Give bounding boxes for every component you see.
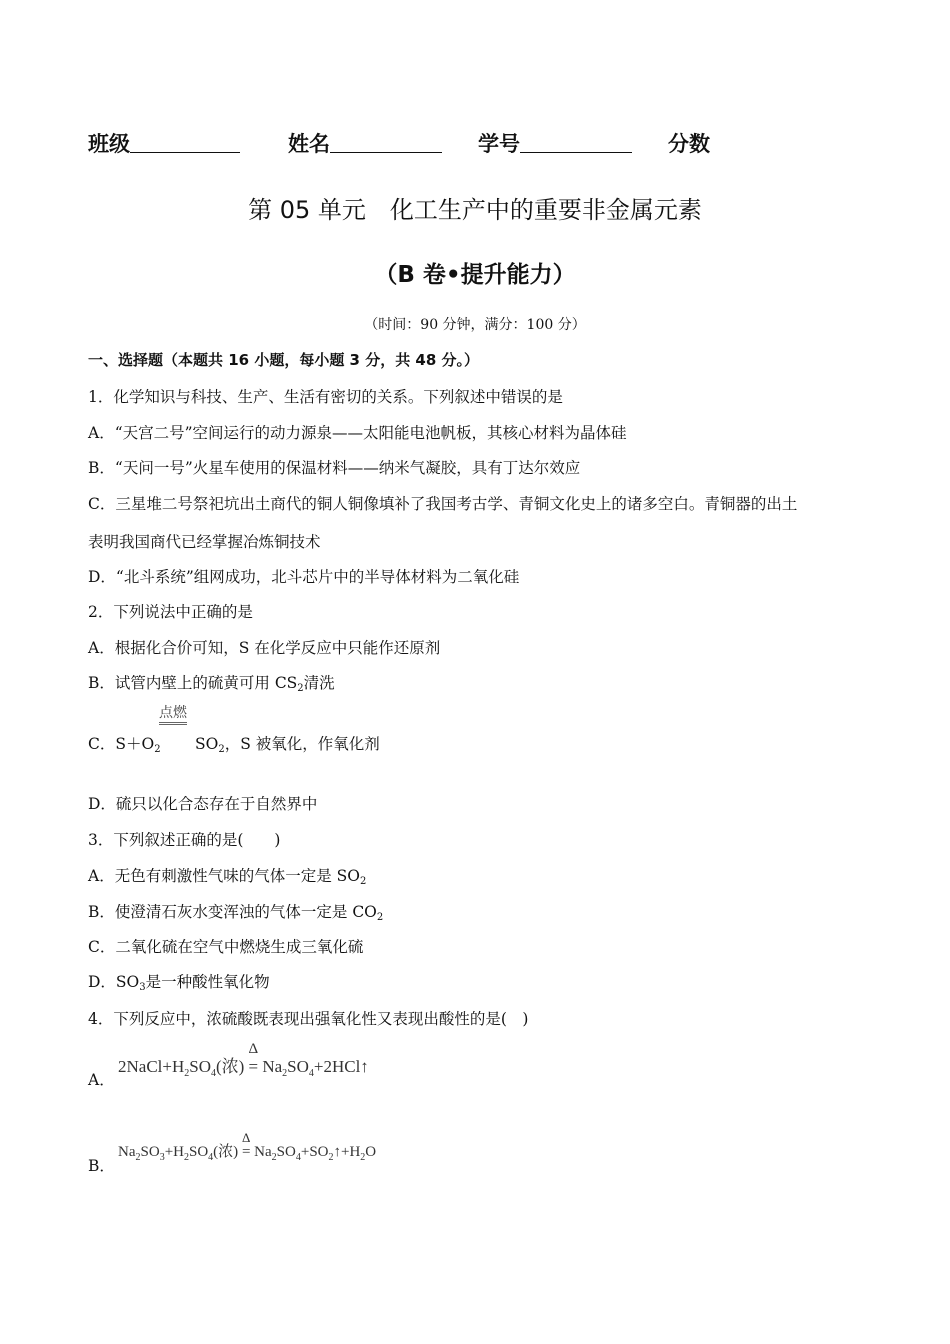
id-label: 学号 (478, 132, 520, 156)
name-field (288, 128, 442, 158)
class-field (88, 128, 240, 158)
q3-option-c: C．二氧化硫在空气中燃烧生成三氧化硫 (88, 938, 364, 956)
name-label: 姓名 (288, 132, 330, 156)
q2-option-c: C．$S+O_2$ (88, 735, 161, 755)
q2-option-d: D．硫只以化合态存在于自然界中 (88, 795, 318, 813)
q4-stem: 4．下列反应中，浓硫酸既表现出强氧化性又表现出酸性的是( ) (88, 1010, 529, 1028)
heat-equals-sign: Δ = (244, 1057, 262, 1077)
q4-option-a-label: A． (88, 1071, 115, 1089)
page-subtitle: （B 卷•提升能力） (374, 262, 576, 288)
score-field (668, 128, 710, 158)
q1-option-c-continued: 表明我国商代已经掌握冶炼铜技术 (88, 533, 321, 551)
id-blank[interactable] (520, 132, 632, 153)
section-heading: 一、选择题（本题共 16 小题，每小题 3 分，共 48 分。） (88, 351, 480, 369)
class-blank[interactable] (130, 132, 240, 153)
q2-option-a: A．根据化合价可知，S 在化学反应中只能作还原剂 (88, 639, 441, 657)
q1-option-d: D．“北斗系统”组网成功，北斗芯片中的半导体材料为二氧化硅 (88, 568, 520, 586)
q4-option-b-label: B． (88, 1157, 115, 1175)
q1-option-b: B．“天问一号”火星车使用的保温材料——纳米气凝胶，具有丁达尔效应 (88, 459, 581, 477)
page-title: 第 05 单元 化工生产中的重要非金属元素 (248, 196, 702, 224)
delta-symbol: Δ (248, 1041, 259, 1057)
heat-equals-sign: Δ = (238, 1144, 254, 1161)
q4-option-a-equation: $2NaCl+H_2SO_4$(浓) Δ = $Na_2SO_4+2HCl↑$ (118, 1041, 369, 1079)
q1-option-c: C．三星堆二号祭祀坑出土商代的铜人铜像填补了我国考古学、青铜文化史上的诸多空白。青铜器的出土 (88, 495, 798, 513)
q3-option-d: D．$SO_3$是一种酸性氧化物 (88, 973, 270, 993)
q2-reaction-condition: 点燃 (159, 705, 187, 725)
q1-option-a: A．“天宫二号”空间运行的动力源泉——太阳能电池帆板，其核心材料为晶体硅 (88, 424, 627, 442)
name-blank[interactable] (330, 132, 442, 153)
q3-option-a: A．无色有刺激性气味的气体一定是 $SO_2$ (88, 867, 367, 887)
q4-option-b-equation: $Na_2SO_3+H_2SO_4$(浓) Δ = $Na_2SO_4+SO_2↑+H_2O$ (118, 1130, 377, 1163)
score-label: 分数 (668, 132, 710, 156)
q2-stem: 2．下列说法中正确的是 (88, 603, 253, 621)
q2-option-c-product: $SO_2$，S 被氧化，作氧化剂 (195, 735, 380, 755)
q3-option-b: B．使澄清石灰水变浑浊的气体一定是 $CO_2$ (88, 903, 384, 923)
q3-stem: 3．下列叙述正确的是( ) (88, 831, 281, 849)
class-label: 班级 (88, 132, 130, 156)
q1-stem: 1．化学知识与科技、生产、生活有密切的关系。下列叙述中错误的是 (88, 388, 563, 406)
delta-symbol: Δ (241, 1130, 251, 1145)
q2-option-b: B．试管内壁上的硫黄可用 $CS_2$清洗 (88, 674, 335, 694)
id-field (478, 128, 632, 158)
time-note: （时间：90 分钟，满分：100 分） (364, 317, 586, 333)
